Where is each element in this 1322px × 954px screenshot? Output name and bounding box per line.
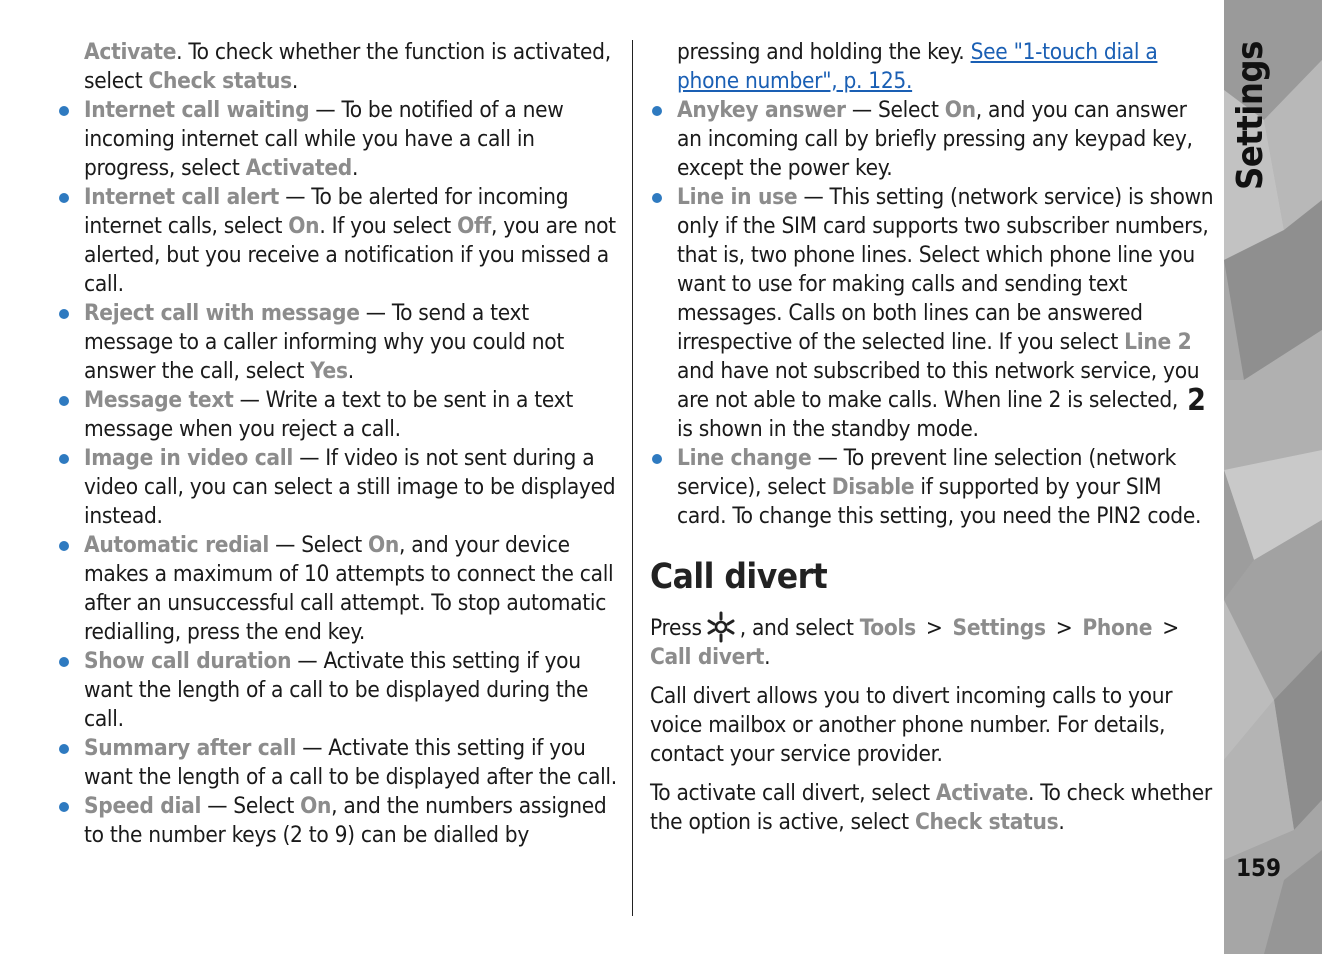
setting-item-anykey-answer (650, 96, 1215, 183)
setting-item-message-text (57, 386, 622, 444)
bullet-icon (59, 657, 69, 667)
menu-path-paragraph (650, 611, 1215, 672)
bullet-icon (59, 309, 69, 319)
highlight-option: On (288, 213, 320, 239)
highlight-activate-2: Activate (935, 780, 1028, 806)
see-1-touch-dial-link[interactable]: See "1-touch dial a phone number", p. 125. (677, 39, 1158, 94)
bullet-icon (59, 193, 69, 203)
section-heading-call-divert: Call divert (650, 557, 828, 597)
setting-description: , you are not alerted, but you receive a notification if you missed a call. (84, 213, 616, 297)
setting-term: Show call duration (84, 648, 292, 674)
bullet-icon (59, 106, 69, 116)
setting-item-show-call-duration (57, 647, 622, 734)
right-column (650, 38, 1215, 847)
page-number: 159 (1236, 854, 1282, 882)
path-separator: > (1162, 615, 1179, 641)
menu-key-icon (706, 611, 736, 643)
setting-description: if supported by your SIM card. To change this setting, you need the PIN2 code. (677, 474, 1202, 529)
setting-description: — To send a text message to a caller informing why you could not answer the call, select (84, 300, 565, 384)
activate-end: . (1058, 809, 1065, 835)
check-text: . To check whether the option is active, select (650, 780, 1212, 835)
bullet-icon (59, 541, 69, 551)
call-divert-description: Call divert allows you to divert incoming calls to your voice mailbox or another phone number. For details, contact your service provider. (650, 683, 1173, 767)
highlight-option: Yes (310, 358, 348, 384)
setting-item-image-in-video-call (57, 444, 622, 531)
path-call-divert: Call divert (650, 644, 765, 670)
continued-text: pressing and holding the key. (677, 39, 971, 65)
setting-description: — Select (201, 793, 301, 819)
setting-description: , and the numbers assigned to the number keys (2 to 9) can be dialled by (84, 793, 607, 848)
intro-text: . To check whether the function is activated, select (84, 39, 611, 94)
bullet-icon (59, 802, 69, 812)
setting-description: — If video is not sent during a video call, you can select a still image to be displayed instead. (84, 445, 616, 529)
highlight-check-status: Check status (148, 68, 292, 94)
setting-item-speed-dial (57, 792, 622, 850)
setting-term: Internet call alert (84, 184, 280, 210)
setting-description: — To be alerted for incoming internet calls, select (84, 184, 569, 239)
sidebar-title: Settings (1230, 41, 1271, 190)
select-text: , and select (739, 615, 860, 641)
path-end: . (764, 644, 771, 670)
setting-description: — Activate this setting if you want the length of a call to be displayed after the call. (84, 735, 617, 790)
highlight-option: Activated (245, 155, 352, 181)
path-settings: Settings (952, 615, 1046, 641)
left-column (57, 38, 622, 850)
setting-term: Image in video call (84, 445, 294, 471)
path-tools: Tools (859, 615, 916, 641)
bullet-icon (652, 454, 662, 464)
setting-term: Internet call waiting (84, 97, 310, 123)
left-settings-list (57, 96, 622, 850)
highlight-option: On (368, 532, 400, 558)
highlight-option: Line 2 (1124, 329, 1192, 355)
right-settings-list (650, 96, 1215, 531)
continued-paragraph (650, 38, 1215, 96)
setting-item-summary-after-call (57, 734, 622, 792)
press-text: Press (650, 615, 702, 641)
setting-item-reject-call-with-message (57, 299, 622, 386)
setting-item-internet-call-alert (57, 183, 622, 299)
setting-description: and have not subscribed to this network service, you are not able to make calls. When line 2 is selected, (677, 358, 1200, 413)
setting-description: , and you can answer an incoming call by briefly pressing any keypad key, except the power key. (677, 97, 1193, 181)
setting-description: — Select (269, 532, 368, 558)
setting-description: — Activate this setting if you want the length of a call to be displayed during the call. (84, 648, 589, 732)
setting-item-automatic-redial (57, 531, 622, 647)
highlight-option: On (300, 793, 332, 819)
bullet-icon (59, 396, 69, 406)
path-separator: > (1055, 615, 1073, 641)
activate-paragraph (650, 779, 1215, 837)
setting-term: Line in use (677, 184, 798, 210)
setting-description: is shown in the standby mode. (677, 416, 979, 442)
path-phone: Phone (1082, 615, 1153, 641)
setting-description: . (351, 155, 359, 181)
bullet-icon (652, 193, 662, 203)
setting-description: . If you select (319, 213, 458, 239)
line-2-icon: 2 (1187, 383, 1206, 418)
setting-item-line-change (650, 444, 1215, 531)
setting-item-line-in-use (650, 183, 1215, 444)
setting-term: Reject call with message (84, 300, 360, 326)
setting-description: — To be notified of a new incoming internet call while you have a call in progress, select (84, 97, 564, 181)
path-separator: > (925, 615, 943, 641)
highlight-option: Disable (831, 474, 915, 500)
bullet-icon (59, 744, 69, 754)
highlight-option: Off (457, 213, 491, 239)
setting-description: . (347, 358, 354, 384)
setting-item-internet-call-waiting (57, 96, 622, 183)
setting-term: Speed dial (84, 793, 202, 819)
highlight-option: On (944, 97, 976, 123)
highlight-check-status-2: Check status (914, 809, 1059, 835)
setting-term: Summary after call (84, 735, 297, 761)
setting-term: Automatic redial (84, 532, 269, 558)
intro-paragraph (57, 38, 622, 96)
setting-term: Message text (84, 387, 234, 413)
setting-term: Anykey answer (677, 97, 846, 123)
column-divider (632, 40, 633, 916)
highlight-activate: Activate (84, 39, 177, 65)
bullet-icon (59, 454, 69, 464)
activate-text: To activate call divert, select (650, 780, 936, 806)
setting-description: , and your device makes a maximum of 10 attempts to connect the call after an unsuccessful call attempt. To stop automatic redialling, press the end key. (84, 532, 614, 645)
setting-description: — Select (845, 97, 945, 123)
setting-description: — Write a text to be sent in a text message when you reject a call. (84, 387, 573, 442)
setting-description: — This setting (network service) is shown only if the SIM card supports two subscriber numbers, that is, two phone lines. Select which phone line you want to use for making calls and sending text messages. Calls on both lines can be answered irrespective of the selected line. If you select (677, 184, 1214, 355)
intro-end: . (291, 68, 299, 94)
setting-description: — To prevent line selection (network service), select (677, 445, 1177, 500)
bullet-icon (652, 106, 662, 116)
setting-term: Line change (677, 445, 812, 471)
